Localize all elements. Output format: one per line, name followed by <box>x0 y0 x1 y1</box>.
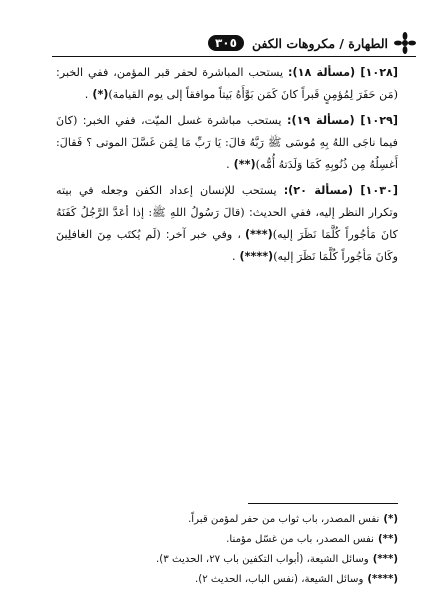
issue-text: يستحب مباشرة غسل الميّت، ففي الخبر: <box>77 114 287 127</box>
issue-text: يستحب للإنسان إعداد الكفن وجعله في بيته وتكرار النظر إليه، ففي الحديث: <box>56 184 398 219</box>
footnote-divider <box>248 503 398 504</box>
footnote <box>56 510 398 530</box>
punctuation: . <box>226 158 230 171</box>
footnote-mark: (*) <box>383 514 398 525</box>
punctuation: . <box>84 88 89 101</box>
issue-paragraph <box>56 110 398 176</box>
hadith-quote: (مَن حَفَرَ لِمُؤمِنٍ قَبراً كانَ كَمَن بَوَّأَهُ بَيتاً موافقاً إلى يوم القيامة) <box>108 88 398 101</box>
issue-label: [١٠٣٠] (مسألة ٢٠): <box>283 184 398 197</box>
footnote-ref: (***) <box>244 228 273 241</box>
hadith-quote: (قالَ رَسُولُ اللهِ ﷺ: إذا أعَدَّ الرَّجُلُ كَفَنَهُ كانَ مَأجُوراً كُلَّمَا نَظَرَ إليه) <box>56 206 398 241</box>
hadith-quote: (كانَ فيما ناجَى اللهُ بِهِ مُوسَى ﷺ رَبَّهُ قالَ: يَا رَبِّ مَا لِمَن غَسَّلَ الموتى ؟ فَقالَ: أَغسِلُهُ مِن ذُنُوبِهِ كَمَا وَلَدَتهُ أُمُّه) <box>56 114 398 171</box>
header-divider <box>52 56 416 57</box>
hadith-quote: (لَم يُكتَب مِنَ الغافلِينَ وكَانَ مَأجُوراً كُلَّمَا نَظَرَ إليه) <box>56 228 398 263</box>
punctuation: . <box>231 250 236 263</box>
footnote-mark: (****) <box>367 574 398 585</box>
footnote <box>56 550 398 570</box>
footnote-ref: (*) <box>92 88 109 101</box>
issue-label: [١٠٢٩] (مسألة ١٩): <box>286 114 399 127</box>
running-title: الطهارة / مكروهات الكفن <box>251 35 388 51</box>
connector-text: ، وفي خبر آخر: <box>160 228 241 241</box>
footnote-text: وسائل الشيعة، (نفس الباب، الحديث ٢). <box>194 574 364 585</box>
issue-paragraph <box>56 62 398 106</box>
footnote-mark: (**) <box>378 534 398 545</box>
footnote <box>56 530 398 550</box>
footnote-ref: (****) <box>239 250 274 263</box>
page-number: ٣٠٥ <box>208 35 244 51</box>
footnotes <box>56 510 398 590</box>
footnote-text: نفس المصدر، باب ثواب من حفر لمؤمن قبراً. <box>188 514 380 525</box>
issue-paragraph <box>56 180 398 268</box>
issue-label: [١٠٢٨] (مسألة ١٨): <box>288 66 398 79</box>
footnote <box>56 570 398 590</box>
issue-text: يستحب المباشرة لحفر قبر المؤمن، ففي الخبر: <box>56 66 289 79</box>
footnote-text: وسائل الشيعة، (أبواب التكفين باب ٢٧، الحديث ٣). <box>156 554 369 565</box>
footnote-mark: (***) <box>372 554 398 565</box>
main-text <box>56 62 398 272</box>
flower-ornament-icon <box>394 32 416 54</box>
footnote-ref: (**) <box>233 158 256 171</box>
footnote-text: نفس المصدر، باب من غسّل مؤمنا. <box>226 534 375 545</box>
page-header <box>52 30 416 56</box>
